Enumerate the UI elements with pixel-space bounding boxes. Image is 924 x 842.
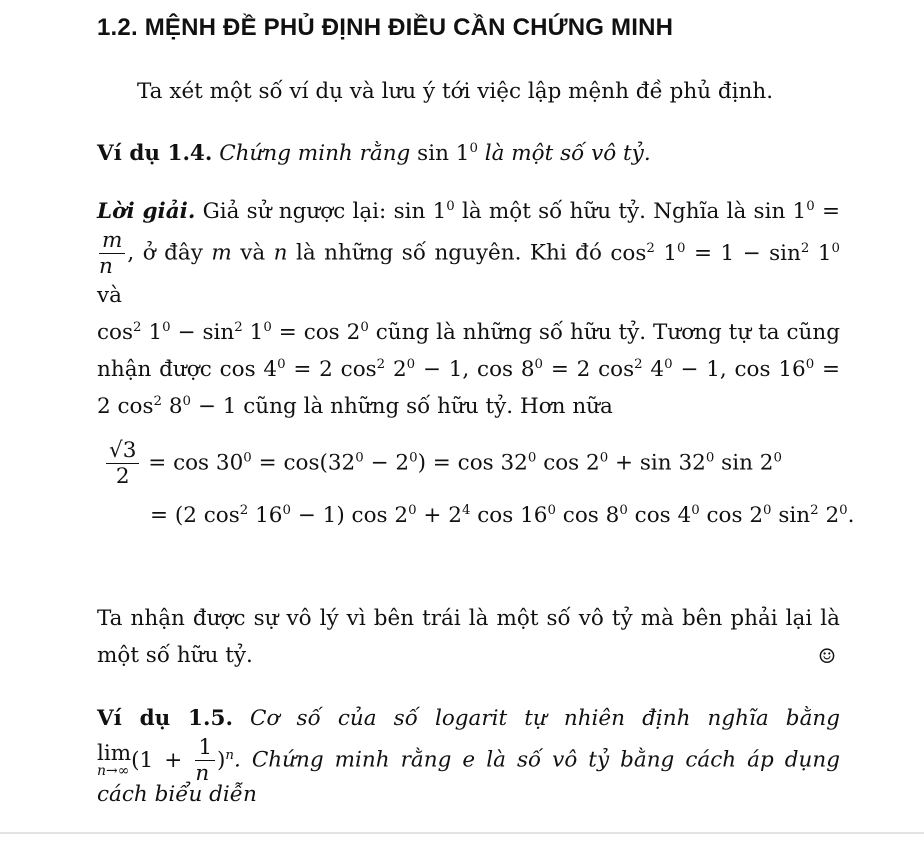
example-1-5-label: Ví dụ 1.5. xyxy=(97,706,233,731)
solution-text-3: , ở đây xyxy=(127,240,203,266)
solution-text-9: cũng là những số hữu tỷ. Hơn nữa xyxy=(243,394,613,419)
example-1-5-line-1 xyxy=(97,700,840,737)
solution-text-4: và xyxy=(240,240,266,266)
solution-text-7: cũng là những số hữu tỷ. Tương tự ta cũng xyxy=(375,320,840,345)
equation-line-1: $\frac{√3}{2}$ = $\cos 30^0 = \cos(32^0 - 2^0) = \cos 32^0$ $\cos 2^0 + \sin 32^0$ $\sin 2^0$ xyxy=(104,440,782,487)
example-1-5-text-1: Cơ số của số logarit tự nhiên định nghĩa bằng xyxy=(250,706,841,731)
solution-line-2: $\frac{m}{n}$ , ở đây m và n là những số nguyên. Khi đó $\cos^2 1^0 = 1 - \sin^2 1^0$ và xyxy=(97,228,841,308)
solution-line-3 xyxy=(97,314,840,351)
example-1-4 xyxy=(97,135,840,172)
math-sin1: $\sin 1^0$ xyxy=(417,140,478,166)
fraction-1-over-n: $\frac{1}{n}$ xyxy=(195,737,215,784)
solution-text-5: là những số nguyên. Khi đó xyxy=(296,240,602,266)
example-1-5-line-3: cách biểu diễn xyxy=(97,782,257,807)
fraction-sqrt3-over-2: $\frac{√3}{2}$ xyxy=(106,440,139,487)
solution-text-8: nhận được xyxy=(97,357,212,382)
math-cos16-identity: 2 $\cos^2 8^0 - 1$ xyxy=(97,393,237,419)
math-cos2-identity: $\cos^2 1^0 - \sin^2 1^0 = \cos 2^0$ xyxy=(97,319,369,345)
solution-text-1: Giả sử ngược lại: xyxy=(202,199,387,224)
math-sin1b: $\sin 1^0$ xyxy=(393,198,455,224)
conclusion-line-1: Ta nhận được sự vô lý vì bên trái là một số vô tỷ mà bên phải lại là xyxy=(97,606,840,631)
solution-line-5 xyxy=(97,388,840,425)
equation-line-2: = (2 $\cos^2 16^0 - 1$) $\cos 2^0 + 2^4$ $\cos 16^0$ $\cos 8^0$ $\cos 4^0$ $\cos 2^0$ $\sin^2 2^0$. xyxy=(150,502,855,528)
solution-text-6: và xyxy=(97,283,122,308)
example-1-5-line-2: lim n→∞ (1 + $\frac{1}{n}$ )$^n$. Chứng minh rằng e là số vô tỷ bằng cách áp dụng xyxy=(97,735,840,786)
solution-line-4 xyxy=(97,351,840,388)
math-lim: lim n→∞ xyxy=(97,740,132,780)
example-1-4-label: Ví dụ 1.4. xyxy=(97,141,213,166)
math-cos-identity: $\cos^2 1^0 = 1 - \sin^2 1^0$ xyxy=(610,240,841,266)
example-1-5-text-3: là số vô tỷ bằng cách áp dụng xyxy=(486,747,840,773)
section-heading: 1.2. MỆNH ĐỀ PHỦ ĐỊNH ĐIỀU CẦN CHỨNG MINH xyxy=(97,14,674,41)
solution-label: Lời giải. xyxy=(97,199,196,224)
example-1-4-statement-a: Chứng minh rằng xyxy=(219,141,411,166)
example-1-4-statement-b: là một số vô tỷ. xyxy=(484,141,651,166)
conclusion-line-2: một số hữu tỷ. xyxy=(97,643,253,668)
intro-text: Ta xét một số ví dụ và lưu ý tới việc lập mệnh đề phủ định. xyxy=(137,79,774,104)
conclusion-paragraph xyxy=(97,600,840,674)
smiley-icon: ☺ xyxy=(818,644,836,668)
example-1-5 xyxy=(97,700,840,813)
intro-paragraph xyxy=(97,73,840,110)
math-sin1-eq: $\sin 1^0$ = xyxy=(753,198,840,224)
math-limit-expression: (1 + $\frac{1}{n}$ )$^n$ xyxy=(131,735,234,786)
solution-paragraph xyxy=(97,193,840,425)
math-cos4-identity: $\cos 4^0 = 2$ $\cos^2 2^0 - 1$, $\cos 8^0 = 2$ $\cos^2 4^0 - 1$, $\cos 16^0$ = xyxy=(219,356,841,382)
lim-subscript: n→∞ xyxy=(97,763,130,780)
fraction-m-over-n: $\frac{m}{n}$ xyxy=(99,230,125,277)
solution-text-2: là một số hữu tỷ. Nghĩa là xyxy=(461,199,747,224)
example-1-5-text-2: . Chứng minh rằng xyxy=(233,747,452,773)
page-bottom-divider xyxy=(0,832,924,834)
solution-line-1 xyxy=(97,193,840,230)
